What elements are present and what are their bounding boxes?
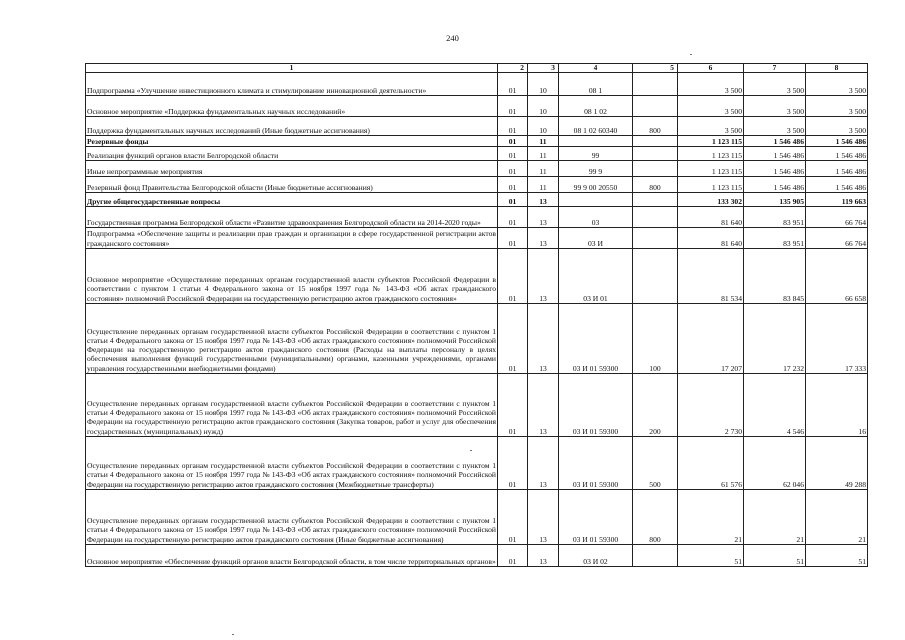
row-name: Иные непрограммные мероприятия xyxy=(86,161,498,177)
row-expense-type xyxy=(633,193,678,207)
row-amount-year-1: 1 123 115 xyxy=(678,147,744,161)
row-target-code: 08 1 xyxy=(559,73,633,96)
row-name: Осуществление переданных органам государственной власти субъектов Российской Федерации в соответствии с пунктом 1 статьи 4 Федерального закона от 15 ноября 1997 года № 143-ФЗ «Об актах гражданского состояния» полномочий Российской Федерации на государственную регистрацию актов гражданского состояния (Иные бюджетные ассигнования) xyxy=(86,490,498,545)
table-row xyxy=(86,304,868,374)
row-section-code: 01 xyxy=(498,117,528,136)
row-name: Осуществление переданных органам государственной власти субъектов Российской Федерации в соответствии с пунктом 1 статьи 4 Федерального закона от 15 ноября 1997 года № 143-ФЗ «Об актах гражданского состояния» полномочий Российской Федерации на государственную регистрацию актов гражданского состояния (Закупка товаров, работ и услуг для обеспечения государственных (муниципальных) нужд) xyxy=(86,374,498,437)
row-subsection-code: 13 xyxy=(528,304,559,374)
row-target-code: 08 1 02 xyxy=(559,96,633,117)
row-amount-year-3: 1 546 486 xyxy=(806,177,868,193)
scan-speck xyxy=(232,634,234,635)
row-amount-year-1: 2 730 xyxy=(678,374,744,437)
row-target-code xyxy=(559,136,633,147)
row-amount-year-3: 66 658 xyxy=(806,249,868,304)
row-subsection-code: 13 xyxy=(528,193,559,207)
row-section-code: 01 xyxy=(498,437,528,490)
row-subsection-code: 13 xyxy=(528,207,559,228)
row-amount-year-1: 1 123 115 xyxy=(678,136,744,147)
row-subsection-code: 11 xyxy=(528,147,559,161)
row-amount-year-1: 17 207 xyxy=(678,304,744,374)
row-target-code: 03 И xyxy=(559,228,633,249)
row-expense-type: 800 xyxy=(633,117,678,136)
row-expense-type xyxy=(633,136,678,147)
row-section-code: 01 xyxy=(498,147,528,161)
table-row xyxy=(86,161,868,177)
header-col-1: 1 xyxy=(86,64,498,73)
row-name: Основное мероприятие «Поддержка фундаментальных научных исследований» xyxy=(86,96,498,117)
table-row xyxy=(86,249,868,304)
scan-speck xyxy=(690,54,692,55)
row-amount-year-1: 3 500 xyxy=(678,73,744,96)
row-amount-year-2: 83 951 xyxy=(744,228,806,249)
row-amount-year-3: 17 333 xyxy=(806,304,868,374)
row-target-code: 99 9 xyxy=(559,161,633,177)
row-name: Государственная программа Белгородской области «Развитие здравоохранения Белгородской области на 2014-2020 годы» xyxy=(86,207,498,228)
row-target-code: 03 И 01 59300 xyxy=(559,437,633,490)
row-amount-year-3: 1 546 486 xyxy=(806,161,868,177)
row-target-code: 08 1 02 60340 xyxy=(559,117,633,136)
row-target-code: 03 И 01 59300 xyxy=(559,490,633,545)
row-amount-year-2: 3 500 xyxy=(744,117,806,136)
row-target-code: 99 xyxy=(559,147,633,161)
row-name: Резервный фонд Правительства Белгородской области (Иные бюджетные ассигнования) xyxy=(86,177,498,193)
row-expense-type: 500 xyxy=(633,437,678,490)
row-amount-year-3: 16 xyxy=(806,374,868,437)
row-amount-year-2: 1 546 486 xyxy=(744,136,806,147)
row-amount-year-2: 83 845 xyxy=(744,249,806,304)
row-name: Поддержка фундаментальных научных исследований (Иные бюджетные ассигнования) xyxy=(86,117,498,136)
row-amount-year-2: 135 905 xyxy=(744,193,806,207)
row-amount-year-1: 81 534 xyxy=(678,249,744,304)
table-body xyxy=(86,73,868,567)
row-amount-year-3: 66 764 xyxy=(806,207,868,228)
row-expense-type xyxy=(633,147,678,161)
row-name: Основное мероприятие «Осуществление переданных органам государственной власти субъектов Российской Федерации в соответствии с пунктом 1 статьи 4 Федерального закона от 15 ноября 1997 года № 143-ФЗ «Об актах гражданского состояния» полномочий Российской Федерации на государственную регистрацию актов гражданского состояния» xyxy=(86,249,498,304)
row-amount-year-3: 3 500 xyxy=(806,73,868,96)
row-amount-year-2: 83 951 xyxy=(744,207,806,228)
table-row xyxy=(86,207,868,228)
row-section-code: 01 xyxy=(498,374,528,437)
row-amount-year-3: 51 xyxy=(806,545,868,567)
table-row xyxy=(86,490,868,545)
row-target-code: 03 И 01 59300 xyxy=(559,304,633,374)
header-col-6: 6 xyxy=(678,64,744,73)
table-row xyxy=(86,545,868,567)
row-name: Осуществление переданных органам государственной власти субъектов Российской Федерации в соответствии с пунктом 1 статьи 4 Федерального закона от 15 ноября 1997 года № 143-ФЗ «Об актах гражданского состояния» полномочий Российской Федерации на государственную регистрацию актов гражданского состояния (Расходы на выплаты персоналу в целях обеспечения выполнения функций государственными (муниципальными) органами, казенными учреждениями, органами управления государственными внебюджетными фондами) xyxy=(86,304,498,374)
row-expense-type xyxy=(633,545,678,567)
row-expense-type xyxy=(633,96,678,117)
row-expense-type: 800 xyxy=(633,177,678,193)
row-amount-year-2: 4 546 xyxy=(744,374,806,437)
page-number: 240 xyxy=(446,33,459,43)
row-amount-year-1: 51 xyxy=(678,545,744,567)
row-amount-year-2: 17 232 xyxy=(744,304,806,374)
table-row xyxy=(86,73,868,96)
row-section-code: 01 xyxy=(498,249,528,304)
row-subsection-code: 10 xyxy=(528,73,559,96)
row-amount-year-3: 3 500 xyxy=(806,117,868,136)
row-amount-year-2: 1 546 486 xyxy=(744,147,806,161)
table-row xyxy=(86,177,868,193)
row-subsection-code: 11 xyxy=(528,177,559,193)
row-subsection-code: 13 xyxy=(528,545,559,567)
row-subsection-code: 13 xyxy=(528,228,559,249)
row-section-code: 01 xyxy=(498,490,528,545)
table-row xyxy=(86,228,868,249)
row-amount-year-1: 81 640 xyxy=(678,228,744,249)
row-target-code: 03 И 01 xyxy=(559,249,633,304)
row-section-code: 01 xyxy=(498,161,528,177)
row-section-code: 01 xyxy=(498,136,528,147)
row-amount-year-3: 1 546 486 xyxy=(806,147,868,161)
header-col-4: 4 xyxy=(559,64,633,73)
row-amount-year-3: 49 288 xyxy=(806,437,868,490)
row-section-code: 01 xyxy=(498,193,528,207)
row-subsection-code: 13 xyxy=(528,374,559,437)
row-amount-year-3: 1 546 486 xyxy=(806,136,868,147)
row-expense-type xyxy=(633,249,678,304)
row-amount-year-2: 1 546 486 xyxy=(744,177,806,193)
row-amount-year-1: 3 500 xyxy=(678,96,744,117)
row-expense-type: 100 xyxy=(633,304,678,374)
row-amount-year-3: 3 500 xyxy=(806,96,868,117)
row-target-code: 99 9 00 20550 xyxy=(559,177,633,193)
row-section-code: 01 xyxy=(498,545,528,567)
row-subsection-code: 13 xyxy=(528,249,559,304)
row-expense-type xyxy=(633,207,678,228)
row-section-code: 01 xyxy=(498,228,528,249)
table-row xyxy=(86,136,868,147)
row-expense-type: 800 xyxy=(633,490,678,545)
row-target-code: 03 xyxy=(559,207,633,228)
row-amount-year-1: 81 640 xyxy=(678,207,744,228)
scan-speck xyxy=(470,450,472,451)
row-section-code: 01 xyxy=(498,207,528,228)
row-name: Реализация функций органов власти Белгородской области xyxy=(86,147,498,161)
row-amount-year-1: 1 123 115 xyxy=(678,177,744,193)
row-amount-year-3: 119 663 xyxy=(806,193,868,207)
row-amount-year-2: 3 500 xyxy=(744,96,806,117)
row-amount-year-1: 21 xyxy=(678,490,744,545)
row-section-code: 01 xyxy=(498,96,528,117)
row-expense-type: 200 xyxy=(633,374,678,437)
header-col-8: 8 xyxy=(806,64,868,73)
row-amount-year-1: 133 302 xyxy=(678,193,744,207)
header-col-2: 2 xyxy=(498,64,528,73)
row-amount-year-3: 66 764 xyxy=(806,228,868,249)
row-subsection-code: 11 xyxy=(528,161,559,177)
row-section-code: 01 xyxy=(498,177,528,193)
row-expense-type xyxy=(633,73,678,96)
row-amount-year-2: 21 xyxy=(744,490,806,545)
row-subsection-code: 10 xyxy=(528,117,559,136)
header-col-5: 5 xyxy=(633,64,678,73)
header-col-7: 7 xyxy=(744,64,806,73)
header-col-3: 3 xyxy=(528,64,559,73)
row-name: Другие общегосударственные вопросы xyxy=(86,193,498,207)
row-name: Подпрограмма «Улучшение инвестиционного климата и стимулирование инновационной деятельности» xyxy=(86,73,498,96)
budget-table xyxy=(85,63,868,567)
row-amount-year-2: 3 500 xyxy=(744,73,806,96)
row-section-code: 01 xyxy=(498,73,528,96)
row-name: Резервные фонды xyxy=(86,136,498,147)
row-name: Подпрограмма «Обеспечение защиты и реализации прав граждан и организации в сфере государственной регистрации актов гражданского состояния» xyxy=(87,229,496,248)
row-subsection-code: 13 xyxy=(528,490,559,545)
row-section-code: 01 xyxy=(498,304,528,374)
row-amount-year-1: 1 123 115 xyxy=(678,161,744,177)
row-subsection-code: 11 xyxy=(528,136,559,147)
row-name: Основное мероприятие «Обеспечение функций органов власти Белгородской области, в том числе территориальных органов» xyxy=(86,545,498,567)
table-header-row xyxy=(86,64,868,73)
table-row xyxy=(86,96,868,117)
row-subsection-code: 13 xyxy=(528,437,559,490)
row-target-code xyxy=(559,193,633,207)
row-target-code: 03 И 01 59300 xyxy=(559,374,633,437)
row-expense-type xyxy=(633,161,678,177)
row-amount-year-2: 51 xyxy=(744,545,806,567)
row-amount-year-3: 21 xyxy=(806,490,868,545)
table-row xyxy=(86,193,868,207)
row-expense-type xyxy=(633,228,678,249)
row-amount-year-1: 61 576 xyxy=(678,437,744,490)
row-amount-year-2: 62 046 xyxy=(744,437,806,490)
row-target-code: 03 И 02 xyxy=(559,545,633,567)
row-amount-year-1: 3 500 xyxy=(678,117,744,136)
row-name: Осуществление переданных органам государственной власти субъектов Российской Федерации в соответствии с пунктом 1 статьи 4 Федерального закона от 15 ноября 1997 года № 143-ФЗ «Об актах гражданского состояния» полномочий Российской Федерации на государственную регистрацию актов гражданского состояния (Межбюджетные трансферты) xyxy=(86,437,498,490)
row-subsection-code: 10 xyxy=(528,96,559,117)
table-row xyxy=(86,437,868,490)
table-row xyxy=(86,374,868,437)
table-row xyxy=(86,117,868,136)
row-amount-year-2: 1 546 486 xyxy=(744,161,806,177)
table-row xyxy=(86,147,868,161)
